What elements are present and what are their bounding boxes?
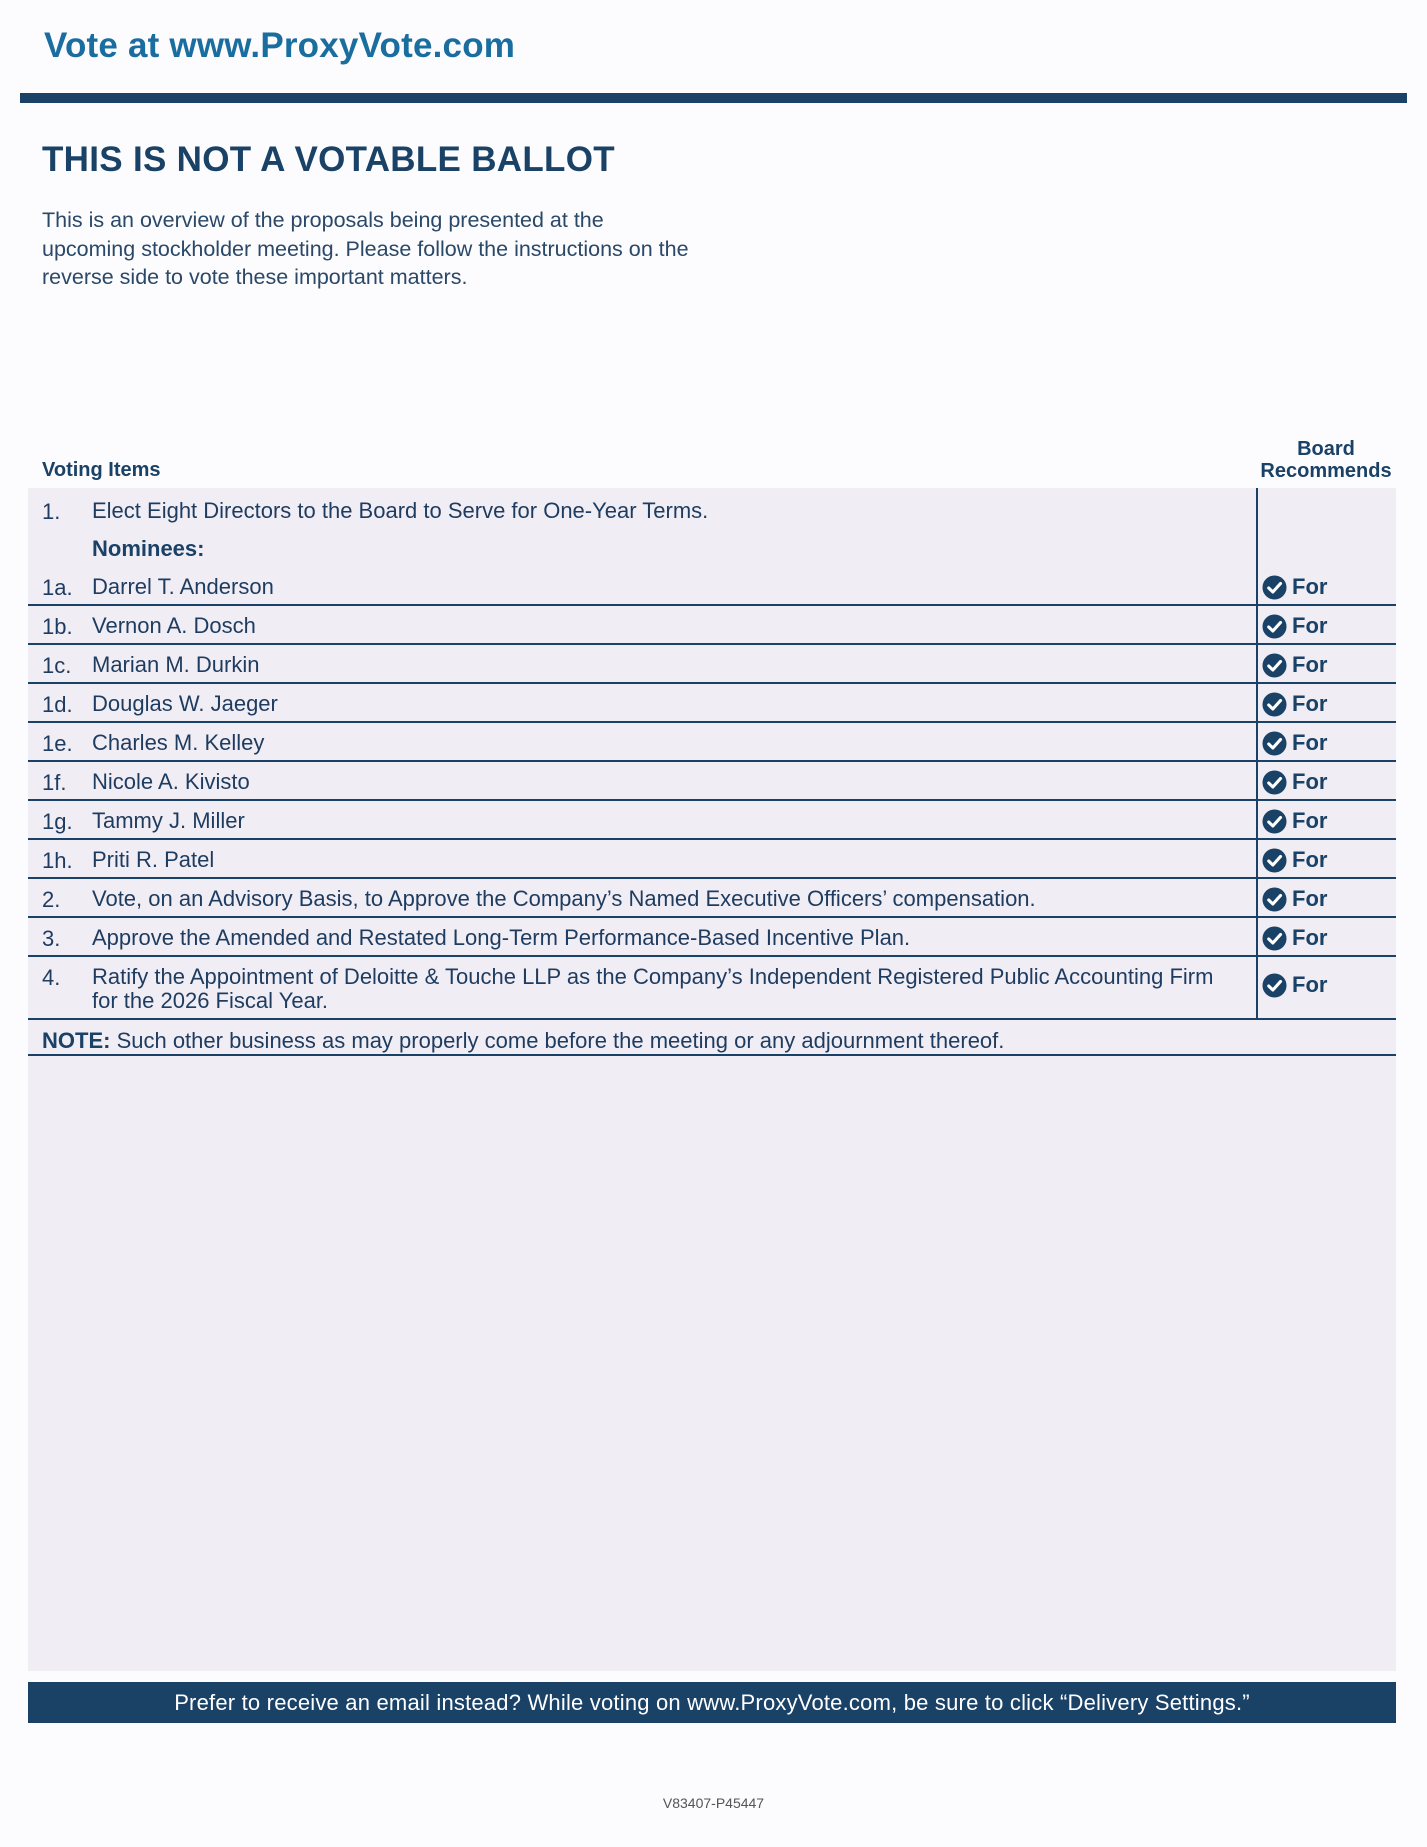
note-text: Such other business as may properly come before the meeting or any adjournment thereof. <box>110 1028 1005 1053</box>
board-recommendation <box>1262 886 1327 912</box>
delivery-settings-banner <box>28 1682 1396 1723</box>
item-number: 1. <box>42 499 61 524</box>
row-divider <box>28 838 1396 840</box>
note <box>42 1028 1004 1054</box>
column-divider <box>1256 488 1258 1020</box>
recommendation-label: For <box>1292 925 1328 950</box>
recommendation-label: For <box>1292 652 1328 677</box>
item-text: Nicole A. Kivisto <box>92 769 250 794</box>
board-recommendation <box>1262 652 1327 678</box>
item-text: Vote, on an Advisory Basis, to Approve the Company’s Named Executive Officers’ compensation. <box>92 886 1036 911</box>
row-divider <box>28 760 1396 762</box>
item-number: 1e. <box>42 731 73 756</box>
board-recommends-header <box>1255 438 1397 482</box>
board-recommends-line2: Recommends <box>1260 460 1392 482</box>
recommendation-label: For <box>1292 613 1328 638</box>
delivery-settings-text: Prefer to receive an email instead? While voting on www.ProxyVote.com, be sure to click “Delivery Settings.” <box>174 1689 1250 1715</box>
check-circle-icon <box>1262 692 1287 717</box>
document-code: V83407-P45447 <box>662 1795 765 1811</box>
proxyvote-link[interactable]: Vote at www.ProxyVote.com <box>44 26 516 65</box>
board-recommendation <box>1262 574 1327 600</box>
header-rule <box>20 93 1407 103</box>
recommendation-label: For <box>1292 691 1328 716</box>
check-circle-icon <box>1262 848 1287 873</box>
board-recommendation <box>1262 972 1327 998</box>
row-divider <box>28 877 1396 879</box>
board-recommendation <box>1262 808 1327 834</box>
item-text: Darrel T. Anderson <box>92 574 274 599</box>
note-label: NOTE: <box>42 1028 111 1053</box>
check-circle-icon <box>1262 809 1287 834</box>
item-text: Tammy J. Miller <box>92 808 245 833</box>
item-number: 1g. <box>42 809 73 834</box>
recommendation-label: For <box>1292 769 1328 794</box>
row-divider <box>28 643 1396 645</box>
row-divider <box>28 682 1396 684</box>
page-title: THIS IS NOT A VOTABLE BALLOT <box>42 140 615 179</box>
voting-items-header: Voting Items <box>42 459 161 481</box>
check-circle-icon <box>1262 731 1287 756</box>
check-circle-icon <box>1262 887 1287 912</box>
intro-text: This is an overview of the proposals being presented at the upcoming stockholder meeting. Please follow the instructions on the reverse side to vote these important matters. <box>42 208 689 289</box>
item-number: 1d. <box>42 692 73 717</box>
recommendation-label: For <box>1292 730 1328 755</box>
board-recommendation <box>1262 730 1327 756</box>
recommendation-label: For <box>1292 847 1328 872</box>
item-number: 4. <box>42 965 61 990</box>
check-circle-icon <box>1262 653 1287 678</box>
board-recommends-line1: Board <box>1297 438 1355 460</box>
row-divider <box>28 955 1396 957</box>
row-divider <box>28 1018 1396 1020</box>
board-recommendation <box>1262 847 1327 873</box>
check-circle-icon <box>1262 926 1287 951</box>
item-number: 1h. <box>42 848 73 873</box>
row-divider <box>28 721 1396 723</box>
check-circle-icon <box>1262 575 1287 600</box>
item-number: 1f. <box>42 770 67 795</box>
board-recommendation <box>1262 925 1327 951</box>
check-circle-icon <box>1262 770 1287 795</box>
item-text: Charles M. Kelley <box>92 730 265 755</box>
note-divider <box>28 1054 1396 1056</box>
recommendation-label: For <box>1292 808 1328 833</box>
item-text: Approve the Amended and Restated Long-Term Performance-Based Incentive Plan. <box>92 925 911 950</box>
board-recommendation <box>1262 613 1327 639</box>
recommendation-label: For <box>1292 972 1328 997</box>
item-text: Vernon A. Dosch <box>92 613 256 638</box>
item-number: 1a. <box>42 575 73 600</box>
row-divider <box>28 604 1396 606</box>
item-text: Douglas W. Jaeger <box>92 691 278 716</box>
item-number: 2. <box>42 887 61 912</box>
row-divider <box>28 799 1396 801</box>
item-text: Marian M. Durkin <box>92 652 260 677</box>
item-text: Elect Eight Directors to the Board to Serve for One-Year Terms. <box>92 498 709 523</box>
check-circle-icon <box>1262 973 1287 998</box>
item-number: 1b. <box>42 614 73 639</box>
board-recommendation <box>1262 769 1327 795</box>
board-recommendation <box>1262 691 1327 717</box>
recommendation-label: For <box>1292 574 1328 599</box>
item-text: Ratify the Appointment of Deloitte & Touche LLP as the Company’s Independent Registered Public Accounting Firm for the 2026 Fiscal Year. <box>92 964 1214 1013</box>
recommendation-label: For <box>1292 886 1328 911</box>
item-text: Priti R. Patel <box>92 847 215 872</box>
item-number: 1c. <box>42 653 72 678</box>
row-divider <box>28 916 1396 918</box>
nominees-label: Nominees: <box>92 536 205 561</box>
check-circle-icon <box>1262 614 1287 639</box>
item-number: 3. <box>42 926 61 951</box>
